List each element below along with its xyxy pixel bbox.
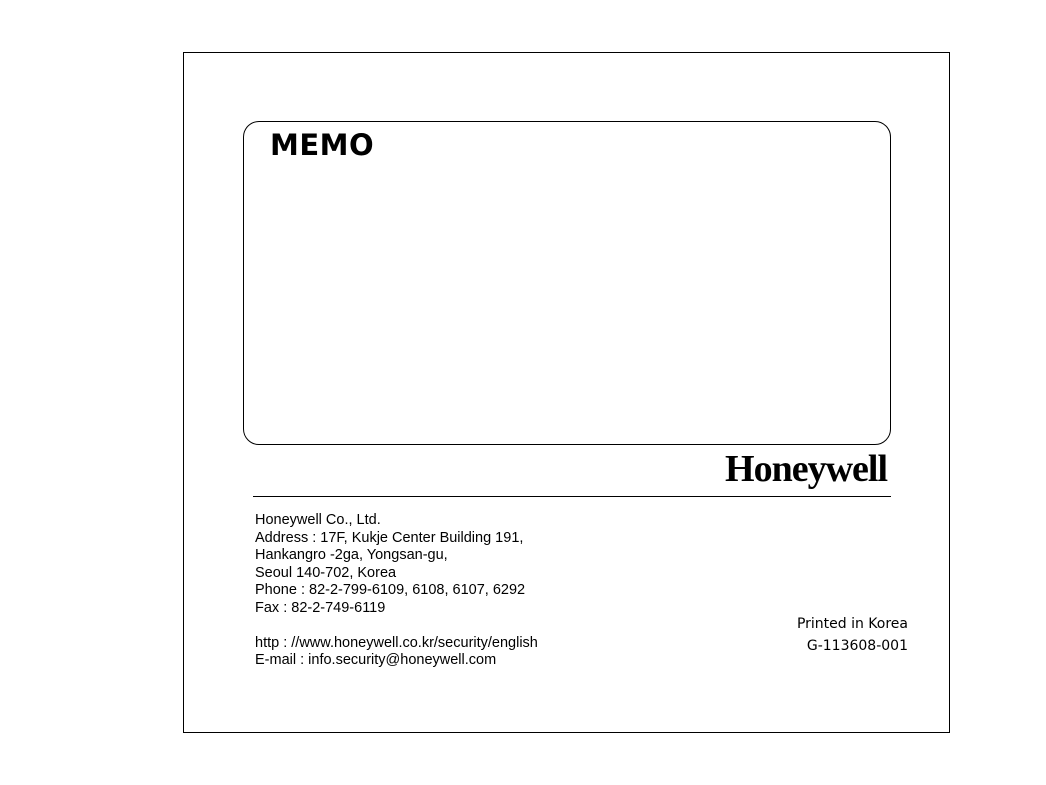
document-code: G-113608-001	[806, 638, 908, 654]
honeywell-logo: Honeywell	[725, 448, 887, 490]
email-link[interactable]: E-mail : info.security@honeywell.com	[255, 652, 497, 668]
website-link[interactable]: http : //www.honeywell.co.kr/security/english	[255, 634, 538, 651]
print-info	[790, 613, 908, 657]
memo-box	[243, 121, 891, 445]
spacer	[255, 617, 538, 635]
memo-title: MEMO	[270, 128, 375, 162]
fax-number: Fax : 82-2-749-6119	[255, 599, 386, 616]
phone-number: Phone : 82-2-799-6109, 6108, 6107, 6292	[255, 582, 526, 598]
address-line-1: Address : 17F, Kukje Center Building 191,	[255, 529, 524, 546]
contact-block	[255, 512, 538, 670]
address-line-2: Hankangro -2ga, Yongsan-gu,	[255, 547, 448, 563]
divider	[253, 496, 891, 497]
company-name: Honeywell Co., Ltd.	[255, 512, 381, 528]
address-line-3: Seoul 140-702, Korea	[255, 564, 397, 581]
printed-in-label: Printed in Korea	[796, 616, 908, 632]
